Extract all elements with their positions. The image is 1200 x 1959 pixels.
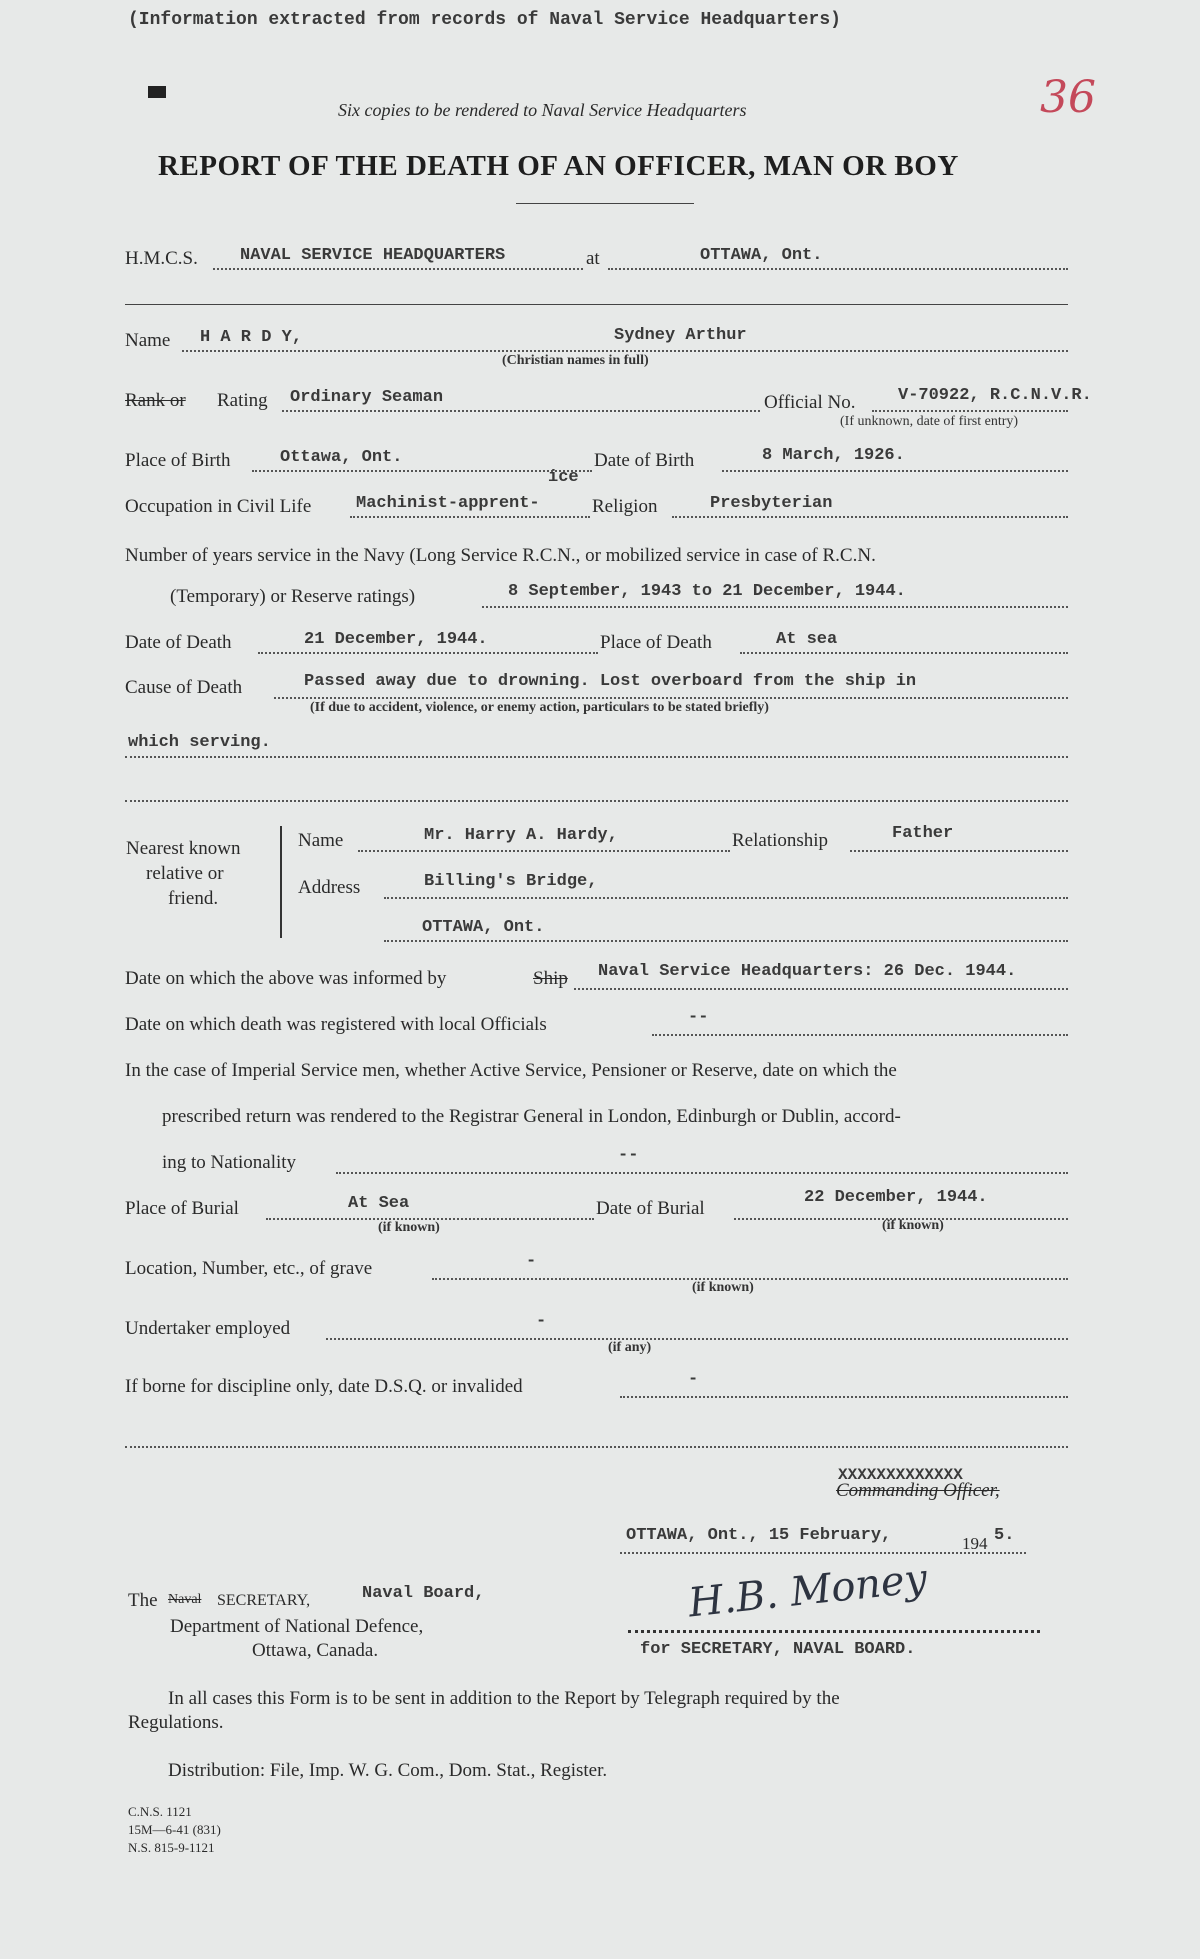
name-line [182, 350, 1068, 352]
name-label: Name [125, 330, 171, 351]
addressee-board: Naval Board, [362, 1584, 485, 1603]
informed-line [574, 988, 1068, 990]
hmcs-at-line [608, 268, 1068, 270]
birth-date-label: Date of Birth [594, 450, 695, 471]
signature-line [628, 1630, 1040, 1633]
burial-place-note: (if known) [378, 1220, 440, 1235]
folio-number: 36 [1040, 72, 1096, 123]
relative-group-label-3: friend. [168, 888, 219, 909]
divider [125, 304, 1068, 305]
official-no-label: Official No. [764, 392, 856, 413]
occupation-insert: ice [548, 468, 579, 487]
footer-all-cases-1: In all cases this Form is to be sent in addition to the Report by Telegraph required by the [168, 1688, 840, 1709]
signoff-date-line [620, 1552, 1026, 1554]
relationship-label: Relationship [732, 830, 829, 851]
cause-line3 [125, 800, 1068, 802]
cause-label: Cause of Death [125, 677, 243, 698]
birth-place-value: Ottawa, Ont. [280, 448, 403, 467]
official-no-line [872, 410, 1068, 412]
co-overtype: XXXXXXXXXXXXX [838, 1466, 963, 1484]
imperial-value: -- [618, 1146, 639, 1165]
cause-line1 [274, 697, 1068, 699]
discipline-value: - [688, 1370, 699, 1389]
relative-address-label: Address [298, 877, 361, 898]
death-place-value: At sea [776, 630, 838, 649]
registered-line [652, 1034, 1068, 1036]
addressee-secretary: SECRETARY, [217, 1592, 311, 1609]
relative-address-value-2: OTTAWA, Ont. [422, 918, 545, 937]
rank-label-struck: Rank or [125, 390, 186, 411]
addressee-dept: Department of National Defence, [170, 1616, 424, 1637]
cause-line2 [125, 756, 1068, 758]
grave-label: Location, Number, etc., of grave [125, 1258, 373, 1279]
imperial-line3: ing to Nationality [162, 1152, 297, 1173]
footer-code-3: N.S. 815-9-1121 [128, 1840, 215, 1855]
burial-date-label: Date of Burial [596, 1198, 705, 1219]
imperial-line2: prescribed return was rendered to the Registrar General in London, Edinburgh or Dublin, accord- [162, 1106, 901, 1127]
hmcs-value: NAVAL SERVICE HEADQUARTERS [240, 246, 506, 265]
undertaker-note: (if any) [608, 1340, 652, 1355]
blank-line [125, 1446, 1068, 1448]
death-place-line [740, 652, 1068, 654]
relative-brace [280, 826, 282, 938]
death-date-label: Date of Death [125, 632, 232, 653]
registered-label: Date on which death was registered with local Officials [125, 1014, 547, 1035]
relative-address-line2 [384, 940, 1068, 942]
signoff-year-prefix: 194 [962, 1534, 988, 1553]
hmcs-line [213, 268, 583, 270]
birth-date-value: 8 March, 1926. [762, 446, 905, 465]
grave-value: - [526, 1252, 537, 1271]
service-line1: Number of years service in the Navy (Long Service R.C.N., or mobilized service in case of R.C.N. [125, 545, 876, 566]
burial-date-note: (if known) [882, 1218, 944, 1233]
religion-value: Presbyterian [710, 494, 833, 513]
punch-mark [148, 86, 166, 98]
birth-place-label: Place of Birth [125, 450, 231, 471]
addressee-the: The [128, 1590, 158, 1611]
religion-line [672, 516, 1068, 518]
burial-place-label: Place of Burial [125, 1198, 239, 1219]
name-note: (Christian names in full) [502, 353, 649, 368]
title-underline [516, 203, 694, 204]
registered-value: -- [688, 1008, 709, 1027]
rating-line [282, 410, 760, 412]
informed-value: Naval Service Headquarters: 26 Dec. 1944. [598, 962, 1017, 981]
page-title: REPORT OF THE DEATH OF AN OFFICER, MAN OR BOY [158, 150, 959, 182]
addressee-struck: Naval [168, 1592, 202, 1607]
informed-label: Date on which the above was informed by [125, 968, 447, 989]
informed-struck: Ship [533, 968, 568, 989]
service-value: 8 September, 1943 to 21 December, 1944. [508, 582, 906, 601]
imperial-line [336, 1172, 1068, 1174]
death-date-line [258, 652, 598, 654]
service-line [482, 606, 1068, 608]
cause-note: (If due to accident, violence, or enemy action, particulars to be stated briefly) [310, 700, 769, 715]
undertaker-label: Undertaker employed [125, 1318, 291, 1339]
relationship-line [850, 850, 1068, 852]
discipline-label: If borne for discipline only, date D.S.Q. or invalided [125, 1376, 523, 1397]
footer-distribution: Distribution: File, Imp. W. G. Com., Dom. Stat., Register. [168, 1760, 608, 1781]
birth-place-line [252, 470, 592, 472]
relationship-value: Father [892, 824, 954, 843]
relative-address-value-1: Billing's Bridge, [424, 872, 598, 891]
relative-name-value: Mr. Harry A. Hardy, [424, 826, 618, 845]
header-note: (Information extracted from records of Naval Service Headquarters) [128, 10, 841, 30]
occupation-label: Occupation in Civil Life [125, 496, 312, 517]
burial-place-value: At Sea [348, 1194, 410, 1213]
signoff-for-line: for SECRETARY, NAVAL BOARD. [640, 1640, 916, 1659]
footer-code-2: 15M—6-41 (831) [128, 1822, 221, 1837]
imperial-line1: In the case of Imperial Service men, whether Active Service, Pensioner or Reserve, date on which the [125, 1060, 897, 1081]
relative-group-label-1: Nearest known [126, 838, 241, 859]
relative-address-line1 [384, 897, 1068, 899]
name-surname: H A R D Y, [200, 328, 303, 347]
undertaker-line [326, 1338, 1068, 1340]
addressee-city: Ottawa, Canada. [252, 1640, 379, 1661]
death-place-label: Place of Death [600, 632, 712, 653]
co-label: Commanding Officer, [836, 1480, 1000, 1501]
cause-value-line1: Passed away due to drowning. Lost overboard from the ship in [304, 672, 917, 691]
relative-group-label-2: relative or [146, 863, 224, 884]
birth-date-line [722, 470, 1068, 472]
death-date-value: 21 December, 1944. [304, 630, 488, 649]
discipline-line [620, 1396, 1068, 1398]
hmcs-label: H.M.C.S. [125, 248, 198, 269]
copies-note: Six copies to be rendered to Naval Service Headquarters [338, 100, 747, 120]
signoff-place-date: OTTAWA, Ont., 15 February, [626, 1526, 892, 1545]
hmcs-at-value: OTTAWA, Ont. [700, 246, 823, 265]
relative-name-line [358, 850, 730, 852]
rating-label: Rating [217, 390, 268, 411]
grave-note: (if known) [692, 1280, 754, 1295]
occupation-value: Machinist-apprent- [356, 494, 540, 513]
signature: H.B. Money [686, 1555, 930, 1627]
cause-value-line2: which serving. [128, 733, 271, 752]
footer-all-cases-2: Regulations. [128, 1712, 224, 1733]
burial-date-value: 22 December, 1944. [804, 1188, 988, 1207]
footer-code-1: C.N.S. 1121 [128, 1804, 192, 1819]
official-no-value: V-70922, R.C.N.V.R. [898, 386, 1092, 405]
rating-value: Ordinary Seaman [290, 388, 444, 407]
official-no-note: (If unknown, date of first entry) [840, 414, 1019, 429]
religion-label: Religion [592, 496, 658, 517]
service-line2-label: (Temporary) or Reserve ratings) [170, 586, 416, 607]
undertaker-value: - [536, 1312, 547, 1331]
occupation-line [350, 516, 590, 518]
name-given: Sydney Arthur [614, 326, 747, 345]
signoff-year-suffix: 5. [994, 1526, 1015, 1545]
relative-name-label: Name [298, 830, 344, 851]
hmcs-at-label: at [586, 248, 600, 269]
